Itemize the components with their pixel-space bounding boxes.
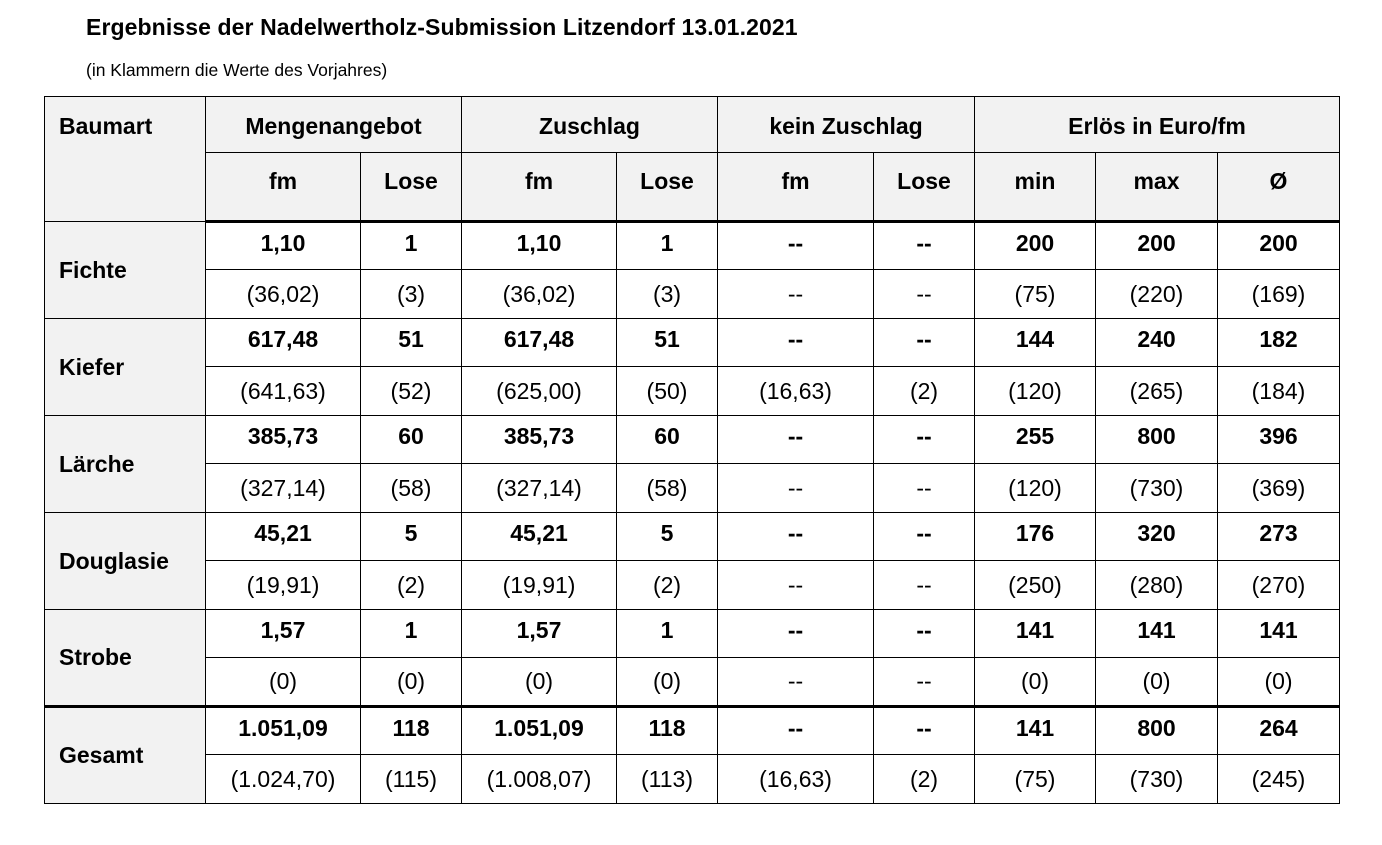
header-kein-zuschlag-fm: fm [718, 153, 874, 222]
table-row [45, 222, 1340, 270]
cell-current-kein-zuschlag-fm: -- [718, 319, 874, 367]
cell-current-kein-zuschlag-fm: -- [718, 610, 874, 658]
cell-previous-mengenangebot-fm: (1.024,70) [206, 755, 361, 804]
cell-current-mengenangebot-lose: 1 [361, 222, 462, 270]
header-kein-zuschlag: kein Zuschlag [718, 97, 975, 153]
cell-previous-mengenangebot-fm: (36,02) [206, 270, 361, 319]
cell-current-zuschlag-fm: 617,48 [462, 319, 617, 367]
cell-current-mengenangebot-lose: 118 [361, 707, 462, 755]
cell-previous-erloes-min: (75) [975, 755, 1096, 804]
cell-current-kein-zuschlag-fm: -- [718, 513, 874, 561]
cell-current-erloes-avg: 264 [1218, 707, 1340, 755]
cell-previous-mengenangebot-lose: (58) [361, 464, 462, 513]
cell-previous-erloes-min: (120) [975, 464, 1096, 513]
cell-current-zuschlag-fm: 385,73 [462, 416, 617, 464]
cell-previous-kein-zuschlag-lose: (2) [874, 367, 975, 416]
cell-previous-kein-zuschlag-fm: -- [718, 464, 874, 513]
cell-current-erloes-max: 240 [1096, 319, 1218, 367]
cell-current-erloes-avg: 141 [1218, 610, 1340, 658]
cell-current-zuschlag-lose: 1 [617, 610, 718, 658]
species-cell: Strobe [45, 610, 206, 707]
cell-current-erloes-max: 800 [1096, 416, 1218, 464]
cell-current-kein-zuschlag-lose: -- [874, 319, 975, 367]
header-zuschlag: Zuschlag [462, 97, 718, 153]
species-cell: Gesamt [45, 707, 206, 804]
cell-current-kein-zuschlag-lose: -- [874, 513, 975, 561]
cell-previous-kein-zuschlag-fm: (16,63) [718, 755, 874, 804]
table-row-previous-year [45, 561, 1340, 610]
cell-previous-erloes-avg: (270) [1218, 561, 1340, 610]
header-row-1 [45, 97, 1340, 153]
table-row-previous-year [45, 464, 1340, 513]
cell-current-kein-zuschlag-fm: -- [718, 707, 874, 755]
cell-current-mengenangebot-lose: 1 [361, 610, 462, 658]
document-title: Ergebnisse der Nadelwertholz-Submission Litzendorf 13.01.2021 [86, 14, 798, 40]
header-kein-zuschlag-lose: Lose [874, 153, 975, 222]
cell-current-mengenangebot-fm: 1,57 [206, 610, 361, 658]
header-mengenangebot-fm: fm [206, 153, 361, 222]
cell-current-erloes-avg: 200 [1218, 222, 1340, 270]
cell-previous-mengenangebot-fm: (641,63) [206, 367, 361, 416]
cell-previous-erloes-min: (250) [975, 561, 1096, 610]
cell-previous-kein-zuschlag-fm: -- [718, 561, 874, 610]
species-cell: Lärche [45, 416, 206, 513]
table-row [45, 416, 1340, 464]
cell-current-erloes-avg: 273 [1218, 513, 1340, 561]
cell-previous-kein-zuschlag-lose: -- [874, 464, 975, 513]
cell-previous-kein-zuschlag-lose: -- [874, 270, 975, 319]
cell-previous-erloes-min: (75) [975, 270, 1096, 319]
cell-current-zuschlag-lose: 1 [617, 222, 718, 270]
cell-previous-zuschlag-lose: (58) [617, 464, 718, 513]
cell-previous-erloes-max: (730) [1096, 464, 1218, 513]
cell-previous-erloes-max: (265) [1096, 367, 1218, 416]
table-row [45, 319, 1340, 367]
header-zuschlag-lose: Lose [617, 153, 718, 222]
cell-current-kein-zuschlag-lose: -- [874, 610, 975, 658]
cell-previous-kein-zuschlag-lose: (2) [874, 755, 975, 804]
cell-current-erloes-max: 141 [1096, 610, 1218, 658]
cell-previous-zuschlag-lose: (50) [617, 367, 718, 416]
cell-previous-kein-zuschlag-fm: -- [718, 270, 874, 319]
cell-previous-zuschlag-lose: (3) [617, 270, 718, 319]
cell-current-erloes-min: 176 [975, 513, 1096, 561]
results-table [44, 96, 1340, 804]
cell-current-mengenangebot-lose: 51 [361, 319, 462, 367]
cell-previous-zuschlag-fm: (0) [462, 658, 617, 707]
cell-current-mengenangebot-lose: 60 [361, 416, 462, 464]
cell-current-kein-zuschlag-fm: -- [718, 416, 874, 464]
cell-current-erloes-avg: 182 [1218, 319, 1340, 367]
species-cell: Fichte [45, 222, 206, 319]
cell-previous-mengenangebot-lose: (0) [361, 658, 462, 707]
cell-previous-zuschlag-lose: (0) [617, 658, 718, 707]
cell-current-erloes-min: 255 [975, 416, 1096, 464]
cell-previous-erloes-min: (0) [975, 658, 1096, 707]
cell-current-zuschlag-fm: 1,10 [462, 222, 617, 270]
cell-previous-mengenangebot-fm: (19,91) [206, 561, 361, 610]
cell-previous-kein-zuschlag-lose: -- [874, 658, 975, 707]
cell-previous-erloes-min: (120) [975, 367, 1096, 416]
cell-previous-erloes-max: (220) [1096, 270, 1218, 319]
cell-previous-erloes-avg: (0) [1218, 658, 1340, 707]
cell-previous-kein-zuschlag-fm: -- [718, 658, 874, 707]
cell-current-erloes-avg: 396 [1218, 416, 1340, 464]
cell-current-erloes-max: 320 [1096, 513, 1218, 561]
table-row [45, 610, 1340, 658]
cell-current-mengenangebot-lose: 5 [361, 513, 462, 561]
species-cell: Douglasie [45, 513, 206, 610]
cell-current-erloes-min: 200 [975, 222, 1096, 270]
cell-current-erloes-max: 200 [1096, 222, 1218, 270]
cell-current-erloes-min: 144 [975, 319, 1096, 367]
cell-current-mengenangebot-fm: 617,48 [206, 319, 361, 367]
cell-previous-zuschlag-fm: (19,91) [462, 561, 617, 610]
cell-current-zuschlag-fm: 1.051,09 [462, 707, 617, 755]
cell-previous-mengenangebot-fm: (0) [206, 658, 361, 707]
cell-previous-zuschlag-fm: (327,14) [462, 464, 617, 513]
cell-previous-kein-zuschlag-lose: -- [874, 561, 975, 610]
cell-previous-zuschlag-fm: (36,02) [462, 270, 617, 319]
table-row-previous-year [45, 658, 1340, 707]
cell-previous-mengenangebot-lose: (52) [361, 367, 462, 416]
table-row [45, 707, 1340, 755]
table-row-previous-year [45, 755, 1340, 804]
cell-previous-mengenangebot-lose: (3) [361, 270, 462, 319]
cell-previous-mengenangebot-fm: (327,14) [206, 464, 361, 513]
cell-previous-mengenangebot-lose: (115) [361, 755, 462, 804]
header-row-2 [45, 153, 1340, 222]
header-mengenangebot-lose: Lose [361, 153, 462, 222]
header-avg: Ø [1218, 153, 1340, 222]
cell-previous-erloes-avg: (245) [1218, 755, 1340, 804]
cell-previous-zuschlag-lose: (113) [617, 755, 718, 804]
header-mengenangebot: Mengenangebot [206, 97, 462, 153]
table-row [45, 513, 1340, 561]
cell-current-mengenangebot-fm: 45,21 [206, 513, 361, 561]
cell-previous-erloes-max: (730) [1096, 755, 1218, 804]
cell-previous-erloes-avg: (184) [1218, 367, 1340, 416]
cell-previous-erloes-max: (0) [1096, 658, 1218, 707]
cell-current-mengenangebot-fm: 1.051,09 [206, 707, 361, 755]
cell-current-zuschlag-lose: 51 [617, 319, 718, 367]
header-min: min [975, 153, 1096, 222]
table-row-previous-year [45, 270, 1340, 319]
cell-current-zuschlag-lose: 60 [617, 416, 718, 464]
cell-current-kein-zuschlag-lose: -- [874, 707, 975, 755]
cell-current-erloes-min: 141 [975, 707, 1096, 755]
table-row-previous-year [45, 367, 1340, 416]
cell-current-zuschlag-fm: 1,57 [462, 610, 617, 658]
cell-previous-erloes-avg: (169) [1218, 270, 1340, 319]
cell-current-mengenangebot-fm: 385,73 [206, 416, 361, 464]
document-subtitle: (in Klammern die Werte des Vorjahres) [86, 60, 388, 80]
cell-current-kein-zuschlag-lose: -- [874, 416, 975, 464]
cell-current-zuschlag-fm: 45,21 [462, 513, 617, 561]
cell-previous-zuschlag-fm: (625,00) [462, 367, 617, 416]
header-baumart: Baumart [45, 97, 206, 222]
cell-previous-zuschlag-lose: (2) [617, 561, 718, 610]
cell-previous-zuschlag-fm: (1.008,07) [462, 755, 617, 804]
cell-current-erloes-max: 800 [1096, 707, 1218, 755]
header-max: max [1096, 153, 1218, 222]
header-zuschlag-fm: fm [462, 153, 617, 222]
cell-previous-erloes-max: (280) [1096, 561, 1218, 610]
cell-previous-erloes-avg: (369) [1218, 464, 1340, 513]
cell-current-mengenangebot-fm: 1,10 [206, 222, 361, 270]
cell-current-kein-zuschlag-fm: -- [718, 222, 874, 270]
cell-current-erloes-min: 141 [975, 610, 1096, 658]
cell-current-zuschlag-lose: 118 [617, 707, 718, 755]
cell-current-zuschlag-lose: 5 [617, 513, 718, 561]
species-cell: Kiefer [45, 319, 206, 416]
cell-previous-kein-zuschlag-fm: (16,63) [718, 367, 874, 416]
header-erloes: Erlös in Euro/fm [975, 97, 1340, 153]
cell-current-kein-zuschlag-lose: -- [874, 222, 975, 270]
cell-previous-mengenangebot-lose: (2) [361, 561, 462, 610]
